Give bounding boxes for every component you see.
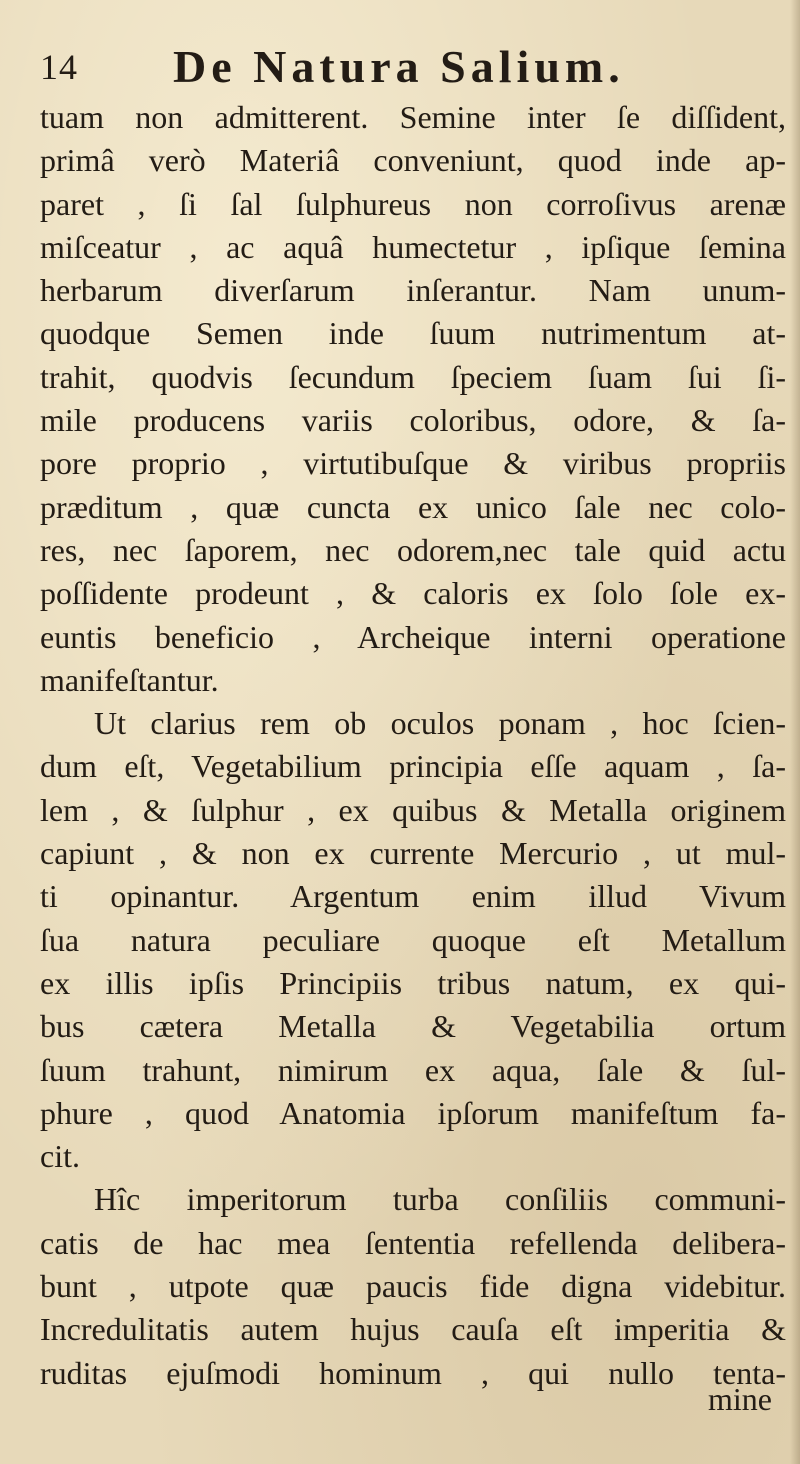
text-line: trahit, quodvis ſecundum ſpeciem ſuam ſui ſi- — [40, 358, 786, 395]
text-line: manifeſtantur. — [40, 661, 219, 698]
text-line: præditum , quæ cuncta ex unico ſale nec colo- — [40, 488, 786, 525]
text-line: poſſidente prodeunt , & caloris ex ſolo ſole ex- — [40, 575, 786, 612]
text-line: ruditas ejuſmodi hominum , qui nullo tenta- — [40, 1354, 786, 1391]
text-line: ſua natura peculiare quoque eſt Metallum — [40, 921, 786, 958]
text-line: ex illis ipſis Principiis tribus natum, ex qui- — [40, 964, 786, 1001]
text-line: cit. — [40, 1138, 80, 1175]
text-line: tuam non admitterent. Semine inter ſe diſſident, — [40, 99, 786, 135]
running-head — [40, 40, 780, 96]
text-line: bus cætera Metalla & Vegetabilia ortum — [40, 1008, 786, 1045]
text-line: herbarum diverſarum inſerantur. Nam unum- — [40, 272, 786, 309]
text-line: phure , quod Anatomia ipſorum manifeſtum fa- — [40, 1094, 786, 1131]
text-line: Ut clarius rem ob oculos ponam , hoc ſcien- — [94, 705, 786, 742]
text-line: Hîc imperitorum turba conſiliis communi- — [94, 1181, 786, 1218]
text-line: lem , & ſulphur , ex quibus & Metalla originem — [40, 791, 786, 828]
text-line: ſuum trahunt, nimirum ex aqua, ſale & ſul- — [40, 1051, 786, 1088]
text-line: pore proprio , virtutibuſque & viribus propriis — [40, 445, 786, 482]
text-line: euntis beneficio , Archeique interni operatione — [40, 618, 786, 655]
text-line: paret , ſi ſal ſulphureus non corroſivus arenæ — [40, 185, 786, 222]
text-line: primâ verò Materiâ conveniunt, quod inde ap- — [40, 142, 786, 179]
text-line: dum eſt, Vegetabilium principia eſſe aquam , ſa- — [40, 748, 786, 785]
text-line: mile producens variis coloribus, odore, & ſa- — [40, 402, 786, 439]
text-line: Incredulitatis autem hujus cauſa eſt imperitia & — [40, 1311, 786, 1348]
text-line: res, nec ſaporem, nec odorem,nec tale quid actu — [40, 531, 786, 568]
catchword: mine — [708, 1381, 772, 1417]
running-title: De Natura Salium. — [173, 41, 625, 92]
text-line: miſceatur , ac aquâ humectetur , ipſique ſemina — [40, 228, 786, 265]
body-text — [40, 96, 800, 1395]
text-line: catis de hac mea ſententia refellenda delibera- — [40, 1224, 786, 1261]
text-line: bunt , utpote quæ paucis fide digna videbitur. — [40, 1268, 786, 1305]
text-line: quodque Semen inde ſuum nutrimentum at- — [40, 315, 786, 352]
page-number: 14 — [40, 47, 78, 87]
text-line: ti opinantur. Argentum enim illud Vivum — [40, 878, 786, 915]
text-line: capiunt , & non ex currente Mercurio , ut mul- — [40, 835, 786, 872]
